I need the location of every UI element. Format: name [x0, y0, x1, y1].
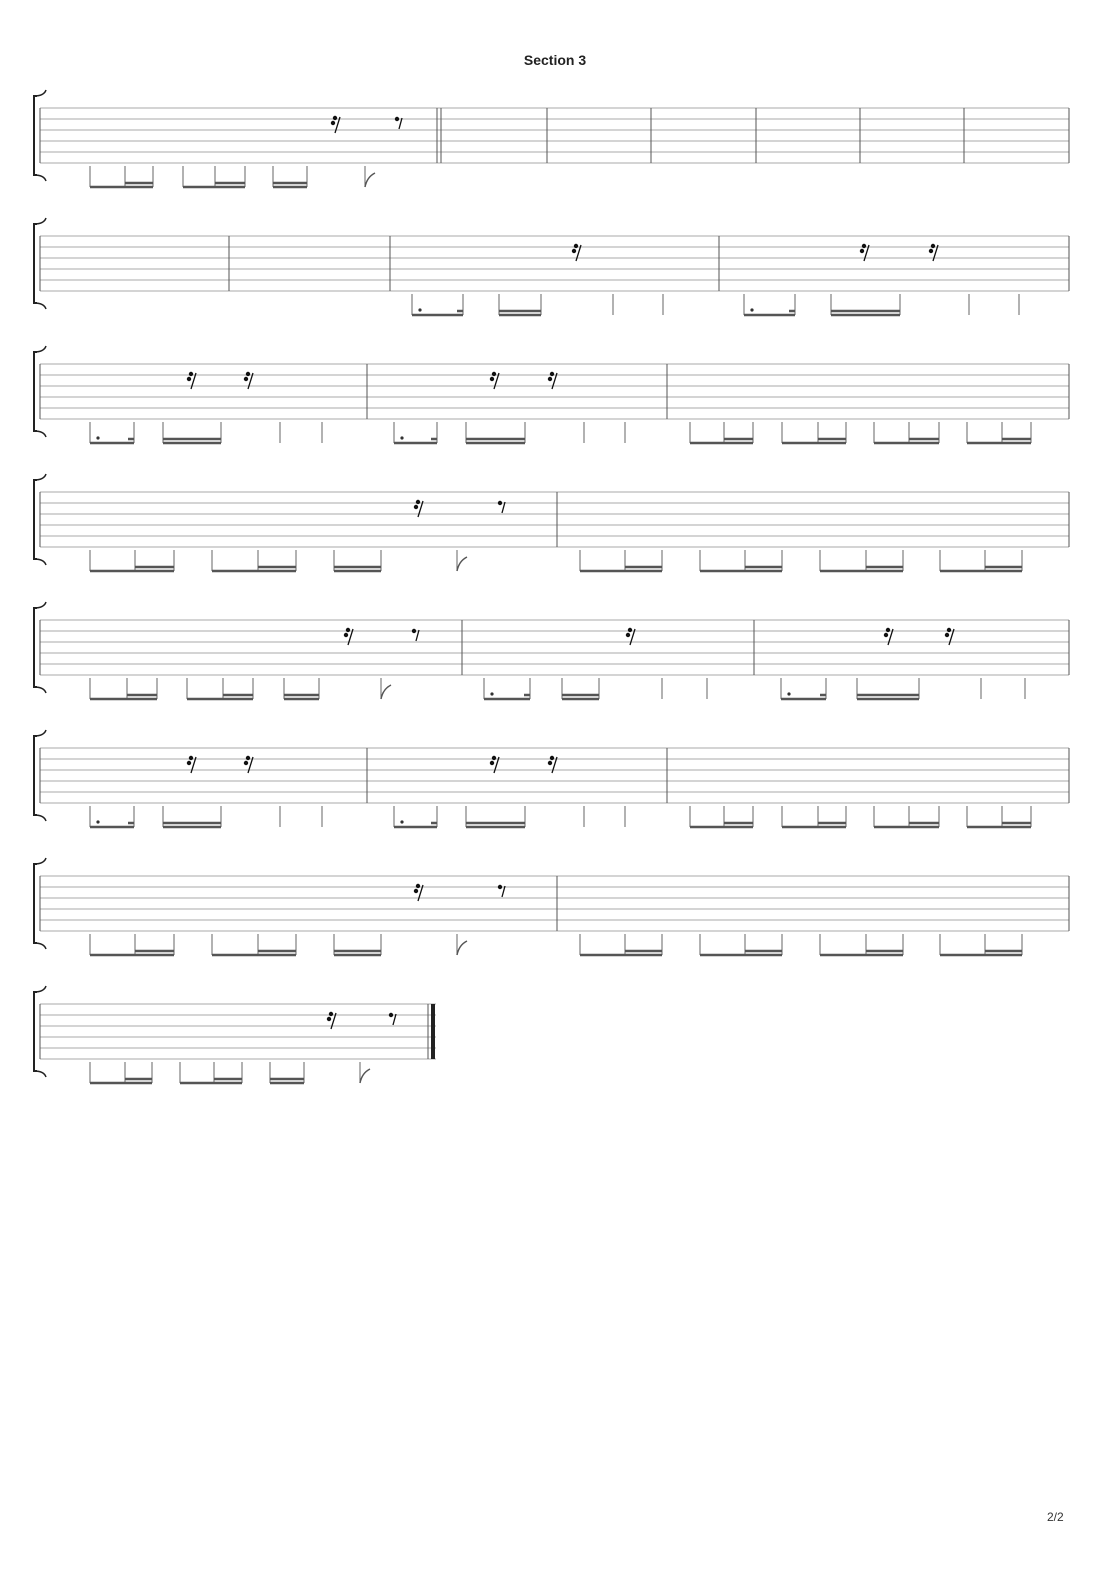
- rest-dot: [189, 756, 193, 760]
- rest-dot: [244, 761, 248, 765]
- tab-system: [34, 986, 436, 1083]
- eighth-rest: [399, 118, 402, 129]
- system-bracket: [34, 608, 37, 687]
- rest-dot: [189, 372, 193, 376]
- rest-dot: [327, 1017, 331, 1021]
- augmentation-dot: [418, 308, 421, 311]
- rest-dot: [929, 249, 933, 253]
- rest-dot: [550, 372, 554, 376]
- measure: [90, 500, 505, 571]
- rest-dot: [628, 628, 632, 632]
- rest-dot: [414, 505, 418, 509]
- page-number: 2/2: [1047, 1510, 1064, 1524]
- measure: [90, 116, 402, 187]
- system-bracket: [34, 352, 37, 431]
- measure: [90, 372, 322, 443]
- rest-dot: [550, 756, 554, 760]
- tab-system: [34, 602, 1069, 699]
- tab-system: [34, 346, 1069, 443]
- tab-system: [34, 474, 1069, 571]
- measure: [90, 1012, 396, 1083]
- augmentation-dot: [750, 308, 753, 311]
- rest-dot: [945, 633, 949, 637]
- measure: [744, 244, 1019, 315]
- page-title: Section 3: [523, 52, 587, 68]
- rest-dot: [498, 885, 502, 889]
- eighth-rest: [416, 630, 419, 641]
- eighth-rest: [502, 502, 505, 513]
- rest-dot: [346, 628, 350, 632]
- rest-dot: [333, 116, 337, 120]
- measure: [394, 756, 625, 827]
- system-bracket: [34, 736, 37, 815]
- rest-dot: [389, 1013, 393, 1017]
- rest-dot: [329, 1012, 333, 1016]
- tab-system: [34, 730, 1069, 827]
- rest-dot: [187, 377, 191, 381]
- augmentation-dot: [490, 692, 493, 695]
- rest-dot: [414, 889, 418, 893]
- measure: [90, 628, 419, 699]
- note-flag: [360, 1069, 370, 1083]
- augmentation-dot: [96, 820, 99, 823]
- system-bracket: [34, 96, 37, 175]
- rest-dot: [492, 756, 496, 760]
- measure: [90, 756, 322, 827]
- measure: [781, 628, 1025, 699]
- rest-dot: [860, 249, 864, 253]
- tab-system: [34, 90, 1069, 187]
- rest-dot: [244, 377, 248, 381]
- eighth-rest: [502, 886, 505, 897]
- eighth-rest: [393, 1014, 396, 1025]
- measure: [90, 884, 505, 955]
- measure: [394, 372, 625, 443]
- note-flag: [365, 173, 375, 187]
- augmentation-dot: [96, 436, 99, 439]
- rest-dot: [626, 633, 630, 637]
- system-bracket: [34, 480, 37, 559]
- measure: [412, 244, 663, 315]
- measure: [690, 422, 1031, 443]
- rest-dot: [395, 117, 399, 121]
- measure: [580, 934, 1022, 955]
- note-flag: [381, 685, 391, 699]
- rest-dot: [572, 249, 576, 253]
- augmentation-dot: [400, 436, 403, 439]
- augmentation-dot: [400, 820, 403, 823]
- measure: [484, 628, 707, 699]
- rest-dot: [886, 628, 890, 632]
- system-bracket: [34, 224, 37, 303]
- rest-dot: [246, 372, 250, 376]
- tab-system: [34, 858, 1069, 955]
- rest-dot: [574, 244, 578, 248]
- rest-dot: [412, 629, 416, 633]
- measure: [690, 806, 1031, 827]
- rest-dot: [416, 884, 420, 888]
- note-flag: [457, 557, 467, 571]
- rest-dot: [498, 501, 502, 505]
- rest-dot: [344, 633, 348, 637]
- system-bracket: [34, 992, 37, 1071]
- rest-dot: [884, 633, 888, 637]
- rest-dot: [548, 377, 552, 381]
- system-bracket: [34, 864, 37, 943]
- rest-dot: [862, 244, 866, 248]
- rest-dot: [490, 377, 494, 381]
- rest-dot: [246, 756, 250, 760]
- rest-dot: [947, 628, 951, 632]
- rest-dot: [548, 761, 552, 765]
- rest-dot: [931, 244, 935, 248]
- rest-dot: [187, 761, 191, 765]
- rest-dot: [331, 121, 335, 125]
- rest-dot: [492, 372, 496, 376]
- measure: [580, 550, 1022, 571]
- tab-system: [34, 218, 1069, 315]
- augmentation-dot: [787, 692, 790, 695]
- rest-dot: [490, 761, 494, 765]
- rest-dot: [416, 500, 420, 504]
- note-flag: [457, 941, 467, 955]
